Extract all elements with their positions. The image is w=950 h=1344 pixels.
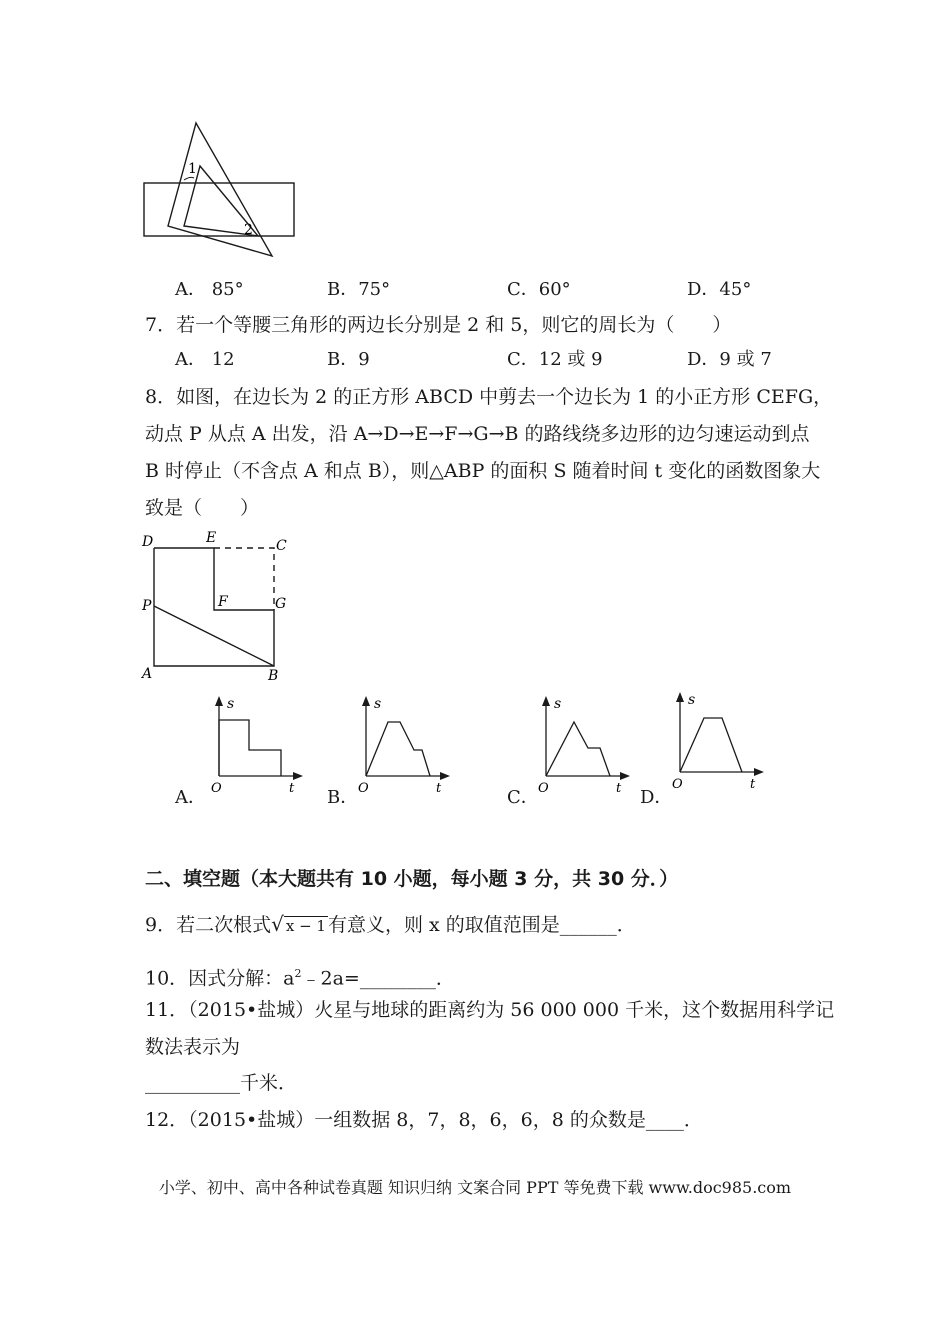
graph-a-s-label: s bbox=[227, 696, 235, 712]
q7-option-b: B．9 bbox=[327, 349, 370, 370]
section-2-title: 二、填空题（本大题共有 10 小题，每小题 3 分，共 30 分．） bbox=[145, 868, 679, 890]
q6-label-1: 1 bbox=[188, 161, 197, 177]
q11-line-2: 数法表示为 bbox=[145, 1036, 241, 1058]
graph-a-y-arrow bbox=[215, 696, 223, 706]
q8-line-3: B 时停止（不含点 A 和点 B），则△ABP 的面积 S 随着时间 t 变化的函数图象大 bbox=[145, 460, 821, 482]
graph-d-y-arrow bbox=[676, 692, 684, 702]
q8-label-e: E bbox=[206, 530, 217, 546]
q8-graph-c bbox=[532, 692, 632, 797]
q8-graph-b bbox=[352, 692, 452, 797]
q8-graph-a bbox=[205, 692, 305, 797]
q8-label-b: B bbox=[268, 668, 279, 684]
graph-c-o-label: O bbox=[538, 781, 549, 796]
graph-b-s-label: s bbox=[374, 696, 382, 712]
q6-option-d: D．45° bbox=[687, 279, 752, 300]
q6-angle-1-arc bbox=[184, 177, 194, 180]
q9-prefix: 9．若二次根式 bbox=[145, 914, 272, 936]
q8-graph-d bbox=[666, 688, 766, 793]
q8-label-p: P bbox=[142, 598, 152, 614]
q8-line-1: 8．如图，在边长为 2 的正方形 ABCD 中剪去一个边长为 1 的小正方形 CEFG， bbox=[145, 386, 833, 408]
q10-line bbox=[145, 961, 455, 991]
graph-d-t-label: t bbox=[750, 777, 756, 792]
q8-option-d: D． bbox=[640, 787, 673, 808]
q8-line-4: 致是（ ） bbox=[145, 497, 260, 519]
graph-c-t-label: t bbox=[616, 781, 622, 796]
graph-d-s-label: s bbox=[688, 692, 696, 708]
q8-line-2: 动点 P 从点 A 出发，沿 A→D→E→F→G→B 的路线绕多边形的边匀速运动到点 bbox=[145, 423, 810, 445]
q6-label-2: 2 bbox=[244, 222, 253, 238]
q9-suffix: 有意义，则 x 的取值范围是______． bbox=[327, 914, 636, 936]
q12-text: 12．（2015•盐城）一组数据 8，7，8，6，6，8 的众数是____． bbox=[145, 1109, 703, 1131]
graph-b-curve bbox=[366, 722, 430, 776]
q10-suffix: ﹣2a=________． bbox=[301, 967, 455, 990]
q8-square-figure bbox=[140, 528, 300, 686]
q7-text: 7．若一个等腰三角形的两边长分别是 2 和 5，则它的周长为（ ） bbox=[145, 314, 732, 336]
graph-c-y-arrow bbox=[542, 696, 550, 706]
q7-option-d: D．9 或 7 bbox=[687, 349, 772, 370]
graph-d-curve bbox=[680, 718, 742, 772]
q8-label-f: F bbox=[218, 594, 228, 610]
page-footer: 小学、初中、高中各种试卷真题 知识归纳 文案合同 PPT 等免费下载 www.doc985.com bbox=[158, 1178, 792, 1197]
q8-polygon-outline bbox=[154, 548, 274, 666]
q8-option-c: C． bbox=[507, 787, 539, 808]
q8-label-g: G bbox=[275, 596, 287, 612]
graph-a-curve bbox=[219, 720, 281, 776]
graph-b-t-label: t bbox=[436, 781, 442, 796]
graph-a-x-arrow bbox=[293, 772, 303, 780]
q6-strip bbox=[144, 183, 294, 236]
q11-line-3: __________千米． bbox=[145, 1072, 298, 1094]
graph-b-x-arrow bbox=[440, 772, 450, 780]
graph-d-o-label: O bbox=[672, 777, 683, 792]
q8-option-b: B． bbox=[327, 787, 359, 808]
graph-c-curve bbox=[546, 722, 610, 776]
q9-line bbox=[145, 911, 636, 938]
q8-segment-pb bbox=[154, 606, 274, 666]
q6-figure bbox=[140, 118, 305, 263]
q6-option-c: C．60° bbox=[507, 279, 571, 300]
q6-option-a: A． 85° bbox=[175, 279, 244, 300]
graph-b-y-arrow bbox=[362, 696, 370, 706]
q8-label-c: C bbox=[276, 538, 287, 554]
graph-b-o-label: O bbox=[358, 781, 369, 796]
q8-label-d: D bbox=[142, 534, 154, 550]
graph-d-x-arrow bbox=[754, 768, 764, 776]
sqrt-symbol: √ bbox=[271, 912, 284, 936]
q10-prefix: 10．因式分解：a bbox=[145, 967, 295, 990]
graph-c-x-arrow bbox=[620, 772, 630, 780]
q8-option-a: A． bbox=[175, 787, 206, 808]
q10-exponent: 2 bbox=[294, 967, 302, 980]
q7-option-c: C．12 或 9 bbox=[507, 349, 603, 370]
q9-radicand: x − 1 bbox=[285, 917, 326, 935]
graph-a-t-label: t bbox=[289, 781, 295, 796]
graph-a-o-label: O bbox=[211, 781, 222, 796]
graph-c-s-label: s bbox=[554, 696, 562, 712]
q11-line-1: 11．（2015•盐城）火星与地球的距离约为 56 000 000 千米，这个数据用科学记 bbox=[145, 999, 835, 1021]
q8-label-a: A bbox=[142, 666, 153, 682]
q6-option-b: B．75° bbox=[327, 279, 391, 300]
q7-option-a: A． 12 bbox=[175, 349, 235, 370]
